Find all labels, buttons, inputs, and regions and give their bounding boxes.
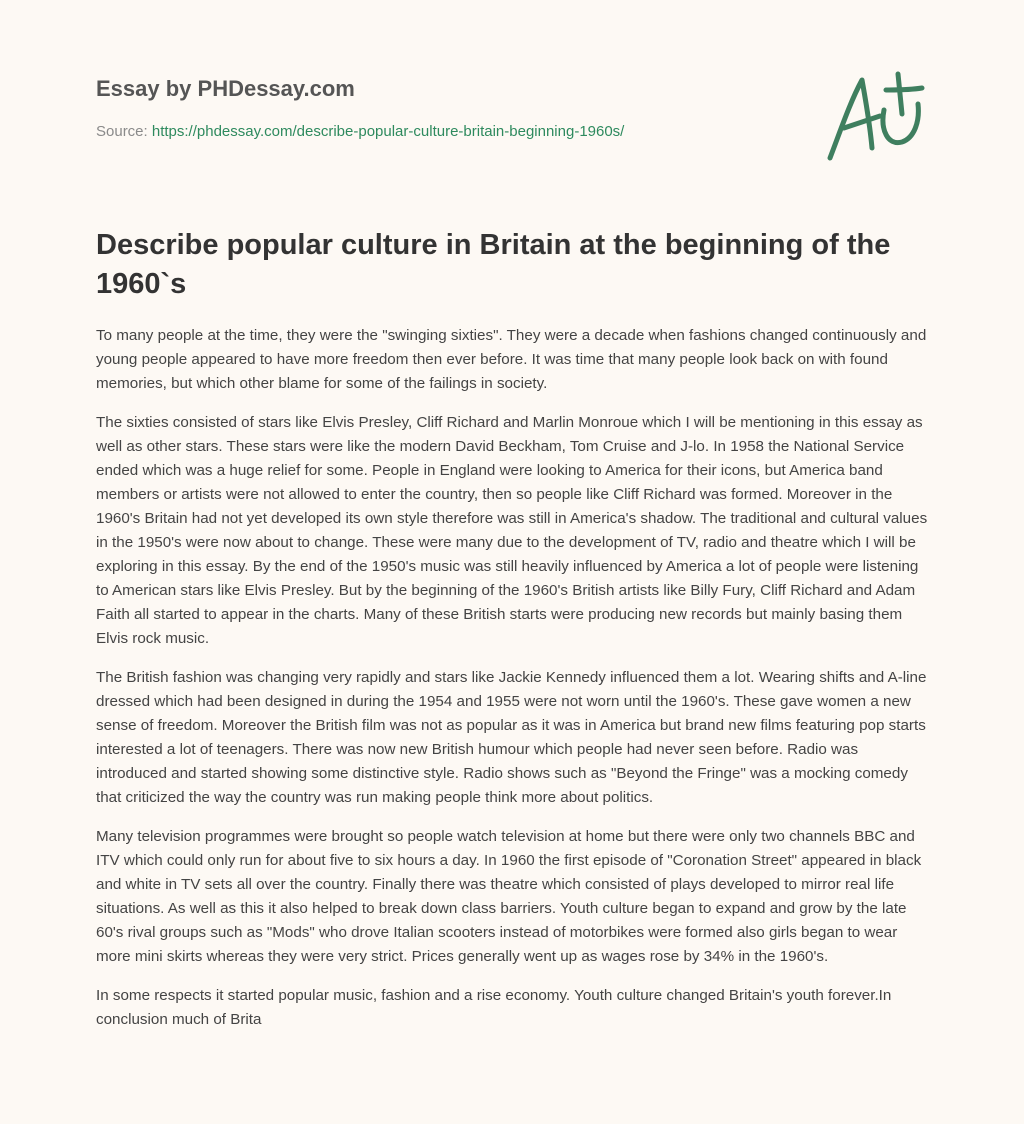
- essay-paragraph: Many television programmes were brought so people watch television at home but there were only two channels BBC and ITV which could only run for about five to six hours a day. In 1960 the first episode of "Coronation Street" appeared in black and white in TV sets all over the country. Finally there was theatre which consisted of plays developed to mirror real life situations. As well as this it also helped to break down class barriers. Youth culture began to expand and grow by the late 60's rival groups such as "Mods" who drove Italian scooters instead of motorbikes were formed also girls began to wear more mini skirts whereas they were very strict. Prices generally went up as wages rose by 34% in the 1960's.: [96, 828, 922, 965]
- essay-title: Describe popular culture in Britain at the beginning of the 1960`s: [96, 229, 891, 300]
- essay-paragraph: The sixties consisted of stars like Elvis Presley, Cliff Richard and Marlin Monroue which I will be mentioning in this essay as well as other stars. These stars were like the modern David Beckham, Tom Cruise and J-lo. In 1958 the National Service ended which was a huge relief for some. People in England were looking to America for their icons, but America band members or artists were not allowed to enter the country, then so people like Cliff Richard was formed. Moreover in the 1960's Britain had not yet developed its own style therefore was still in America's shadow. The traditional and cultural values in the 1950's were now about to change. These were many due to the development of TV, radio and theatre which I will be exploring in this essay. By the end of the 1950's music was still heavily influenced by America a lot of people were listening to American stars like Elvis Presley. But by the beginning of the 1960's British artists like Billy Fury, Cliff Richard and Adam Faith all started to appear in the charts. Many of these British starts were producing new records but mainly basing them Elvis rock music.: [96, 414, 928, 647]
- source-line: [96, 123, 624, 140]
- essay-body: [96, 324, 932, 1047]
- essay-paragraph: To many people at the time, they were the "swinging sixties". They were a decade when fashions changed continuously and young people appeared to have more freedom then ever before. It was time that many people look back on with found memories, but which other blame for some of the failings in society.: [96, 327, 927, 392]
- site-brand: Essay by PHDessay.com: [96, 76, 355, 101]
- source-label: Source:: [96, 123, 152, 140]
- a-plus-grade-icon: [822, 68, 930, 168]
- essay-paragraph: The British fashion was changing very rapidly and stars like Jackie Kennedy influenced them a lot. Wearing shifts and A-line dressed which had been designed in during the 1954 and 1955 were not worn until the 1960's. These gave women a new sense of freedom. Moreover the British film was not as popular as it was in America but brand new films featuring pop starts interested a lot of teenagers. There was now new British humour which people had never seen before. Radio was introduced and started showing some distinctive style. Radio shows such as "Beyond the Fringe" was a mocking comedy that criticized the way the country was run making people think more about politics.: [96, 669, 927, 806]
- source-link[interactable]: https://phdessay.com/describe-popular-culture-britain-beginning-1960s/: [151, 123, 625, 140]
- essay-paragraph: In some respects it started popular music, fashion and a rise economy. Youth culture changed Britain's youth forever.In conclusion much of Brita: [96, 987, 892, 1028]
